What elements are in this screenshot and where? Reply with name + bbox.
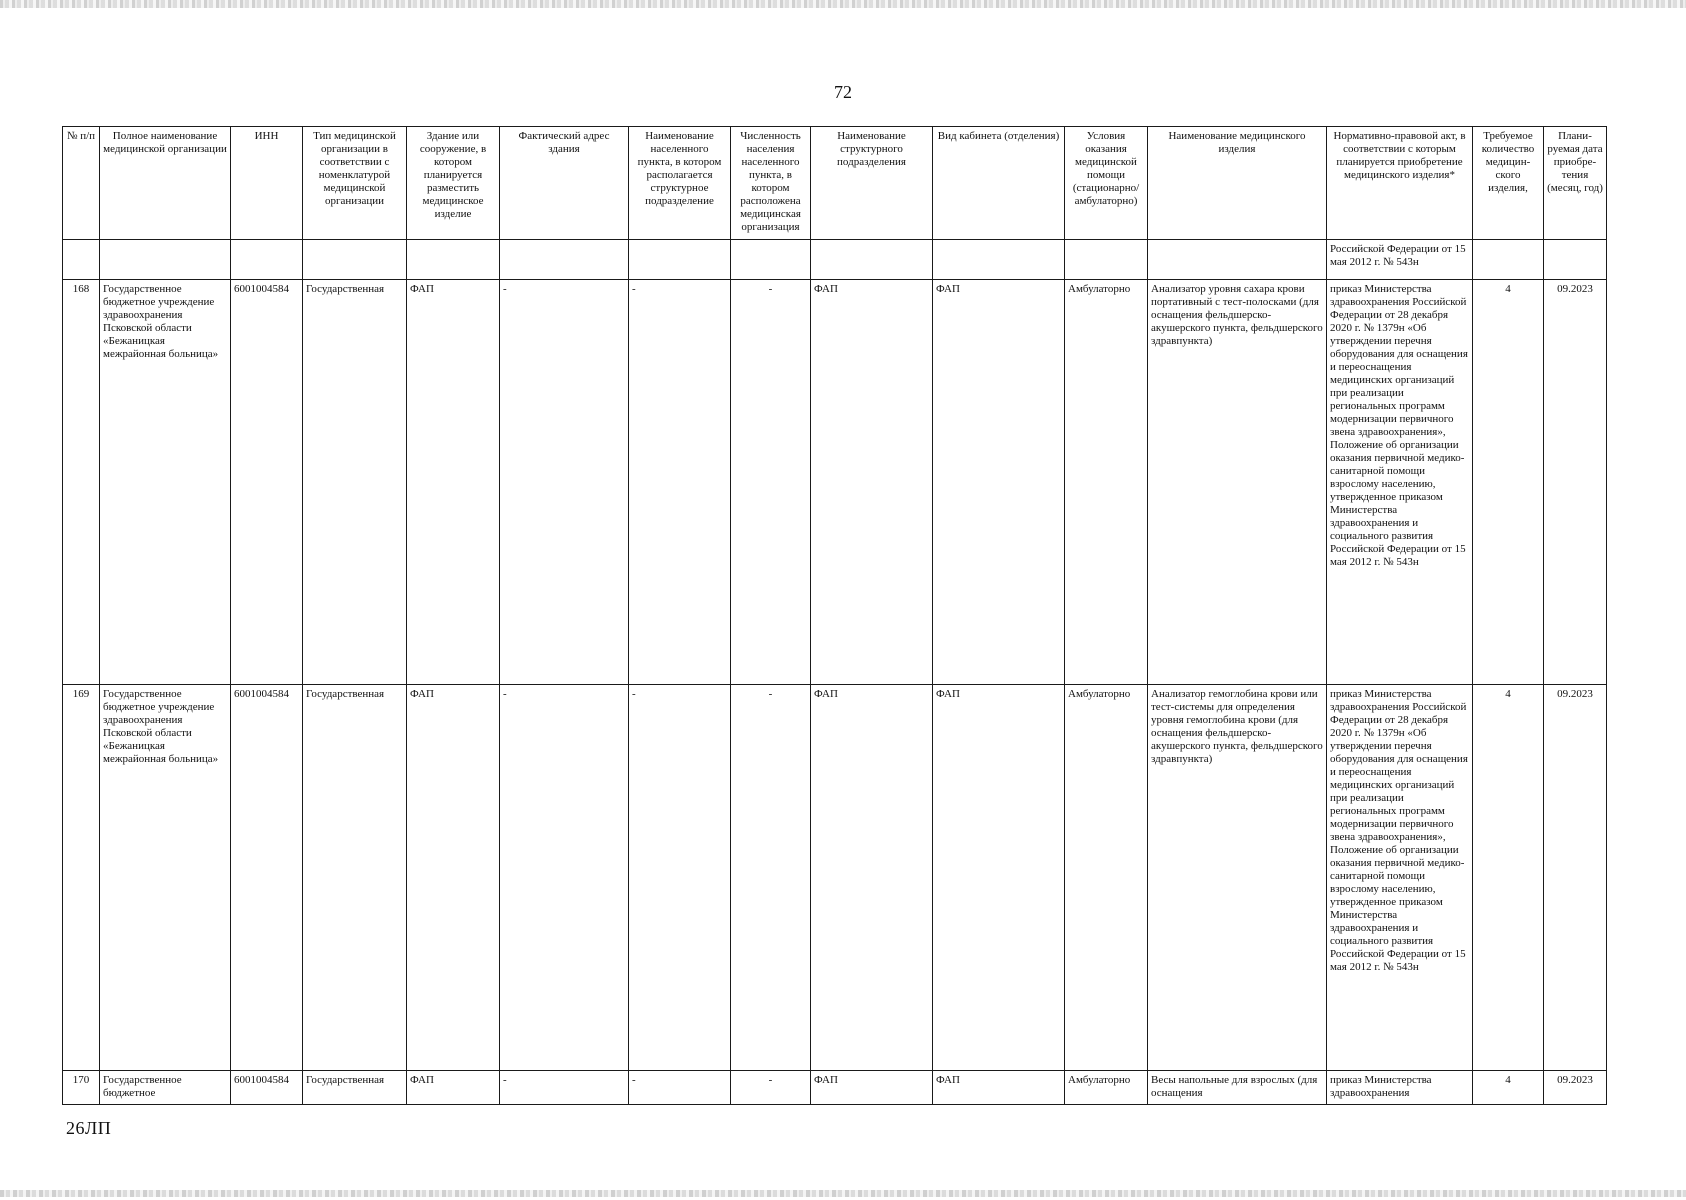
cell-act: приказ Министерства здравоохранения Российской Федерации от 28 декабря 2020 г. № 1379н «Об утверждении перечня оборудования для оснащения и переоснащения медицинских организаций при реализации региональных программ модернизации первичного звена здравоохранения», Положение об организации оказания первичной медико-санитарной помощи взрослому населению, утвержденное приказом Министерства здравоохранения и социального развития Российской Федерации от 15 мая 2012 г. № 543н: [1327, 280, 1473, 685]
cell-org: Государственное бюджетное учреждение здравоохранения Псковской области «Бежаницкая межрайонная больница»: [100, 685, 231, 1071]
table-row: [63, 1071, 1607, 1105]
cell-type: Государственная: [303, 1071, 407, 1105]
table-header-row: [63, 127, 1607, 240]
cell-population: -: [731, 1071, 811, 1105]
header-cabinet: Вид кабинета (отделения): [933, 127, 1065, 240]
header-population: Численность населения населенного пункта, в котором расположена медицинская организация: [731, 127, 811, 240]
cell-address: -: [500, 1071, 629, 1105]
cell-settlement: -: [629, 280, 731, 685]
cell-inn: 6001004584: [231, 280, 303, 685]
header-settlement: Наименование населенного пункта, в котором располагается структурное подразделение: [629, 127, 731, 240]
cell-num: 170: [63, 1071, 100, 1105]
header-num: № п/п: [63, 127, 100, 240]
cell-act: приказ Министерства здравоохранения Российской Федерации от 28 декабря 2020 г. № 1379н «Об утверждении перечня оборудования для оснащения и переоснащения медицинских организаций при реализации региональных программ модернизации первичного звена здравоохранения», Положение об организации оказания первичной медико-санитарной помощи взрослому населению, утвержденное приказом Министерства здравоохранения и социального развития Российской Федерации от 15 мая 2012 г. № 543н: [1327, 685, 1473, 1071]
header-conditions: Условия оказания медицинской помощи (стационарно/ амбулаторно): [1065, 127, 1148, 240]
cell-address: -: [500, 280, 629, 685]
cell-population: -: [731, 685, 811, 1071]
page-number: 72: [834, 82, 852, 102]
cell-num: 168: [63, 280, 100, 685]
cell-conditions: Амбулаторно: [1065, 280, 1148, 685]
header-org: Полное наименование медицинской организации: [100, 127, 231, 240]
header-inn: ИНН: [231, 127, 303, 240]
footer-code: 26ЛП: [66, 1118, 112, 1138]
cell-device: Анализатор уровня сахара крови портативный с тест-полосками (для оснащения фельдшерско-акушерского пункта, фельдшерского здравпункта): [1148, 280, 1327, 685]
cell-unit: ФАП: [811, 1071, 933, 1105]
header-device: Наименование медицинского изделия: [1148, 127, 1327, 240]
cell-type: Государственная: [303, 685, 407, 1071]
cell-date: 09.2023: [1544, 685, 1607, 1071]
header-qty: Требуемое количество медицин-ского изделия,: [1473, 127, 1544, 240]
cell-qty: 4: [1473, 1071, 1544, 1105]
equipment-table: [62, 126, 1607, 1105]
cell-date: 09.2023: [1544, 280, 1607, 685]
cell-num: 169: [63, 685, 100, 1071]
cell-inn: 6001004584: [231, 685, 303, 1071]
cell-unit: ФАП: [811, 685, 933, 1071]
cell-cabinet: ФАП: [933, 280, 1065, 685]
table-row: [63, 685, 1607, 1071]
header-type: Тип медицинской организации в соответствии с номенклатурой медицинской организации: [303, 127, 407, 240]
cell-conditions: Амбулаторно: [1065, 685, 1148, 1071]
header-building: Здание или сооружение, в котором планируется разместить медицинское изделие: [407, 127, 500, 240]
cell-device: Анализатор гемоглобина крови или тест-системы для определения уровня гемоглобина крови (для оснащения фельдшерско-акушерского пункта, фельдшерского здравпункта): [1148, 685, 1327, 1071]
cell-building: ФАП: [407, 280, 500, 685]
cell-settlement: -: [629, 1071, 731, 1105]
continuation-row: [63, 240, 1607, 280]
cell-org: Государственное бюджетное: [100, 1071, 231, 1105]
cell-settlement: -: [629, 685, 731, 1071]
cell-org: Государственное бюджетное учреждение здравоохранения Псковской области «Бежаницкая межрайонная больница»: [100, 280, 231, 685]
cell-device: Весы напольные для взрослых (для оснащения: [1148, 1071, 1327, 1105]
cell-cabinet: ФАП: [933, 685, 1065, 1071]
cell-act: приказ Министерства здравоохранения: [1327, 1071, 1473, 1105]
continuation-act: Российской Федерации от 15 мая 2012 г. № 543н: [1327, 240, 1473, 280]
cell-building: ФАП: [407, 1071, 500, 1105]
cell-address: -: [500, 685, 629, 1071]
scan-edge-bottom: [0, 1190, 1686, 1197]
cell-type: Государственная: [303, 280, 407, 685]
cell-inn: 6001004584: [231, 1071, 303, 1105]
table-row: [63, 280, 1607, 685]
cell-date: 09.2023: [1544, 1071, 1607, 1105]
cell-qty: 4: [1473, 685, 1544, 1071]
header-date: Плани-руемая дата приобре-тения (месяц, год): [1544, 127, 1607, 240]
cell-cabinet: ФАП: [933, 1071, 1065, 1105]
cell-qty: 4: [1473, 280, 1544, 685]
cell-conditions: Амбулаторно: [1065, 1071, 1148, 1105]
cell-unit: ФАП: [811, 280, 933, 685]
header-address: Фактический адрес здания: [500, 127, 629, 240]
cell-population: -: [731, 280, 811, 685]
cell-building: ФАП: [407, 685, 500, 1071]
scan-edge-top: [0, 0, 1686, 8]
header-act: Нормативно-правовой акт, в соответствии с которым планируется приобретение медицинского изделия*: [1327, 127, 1473, 240]
header-unit: Наименование структурного подразделения: [811, 127, 933, 240]
